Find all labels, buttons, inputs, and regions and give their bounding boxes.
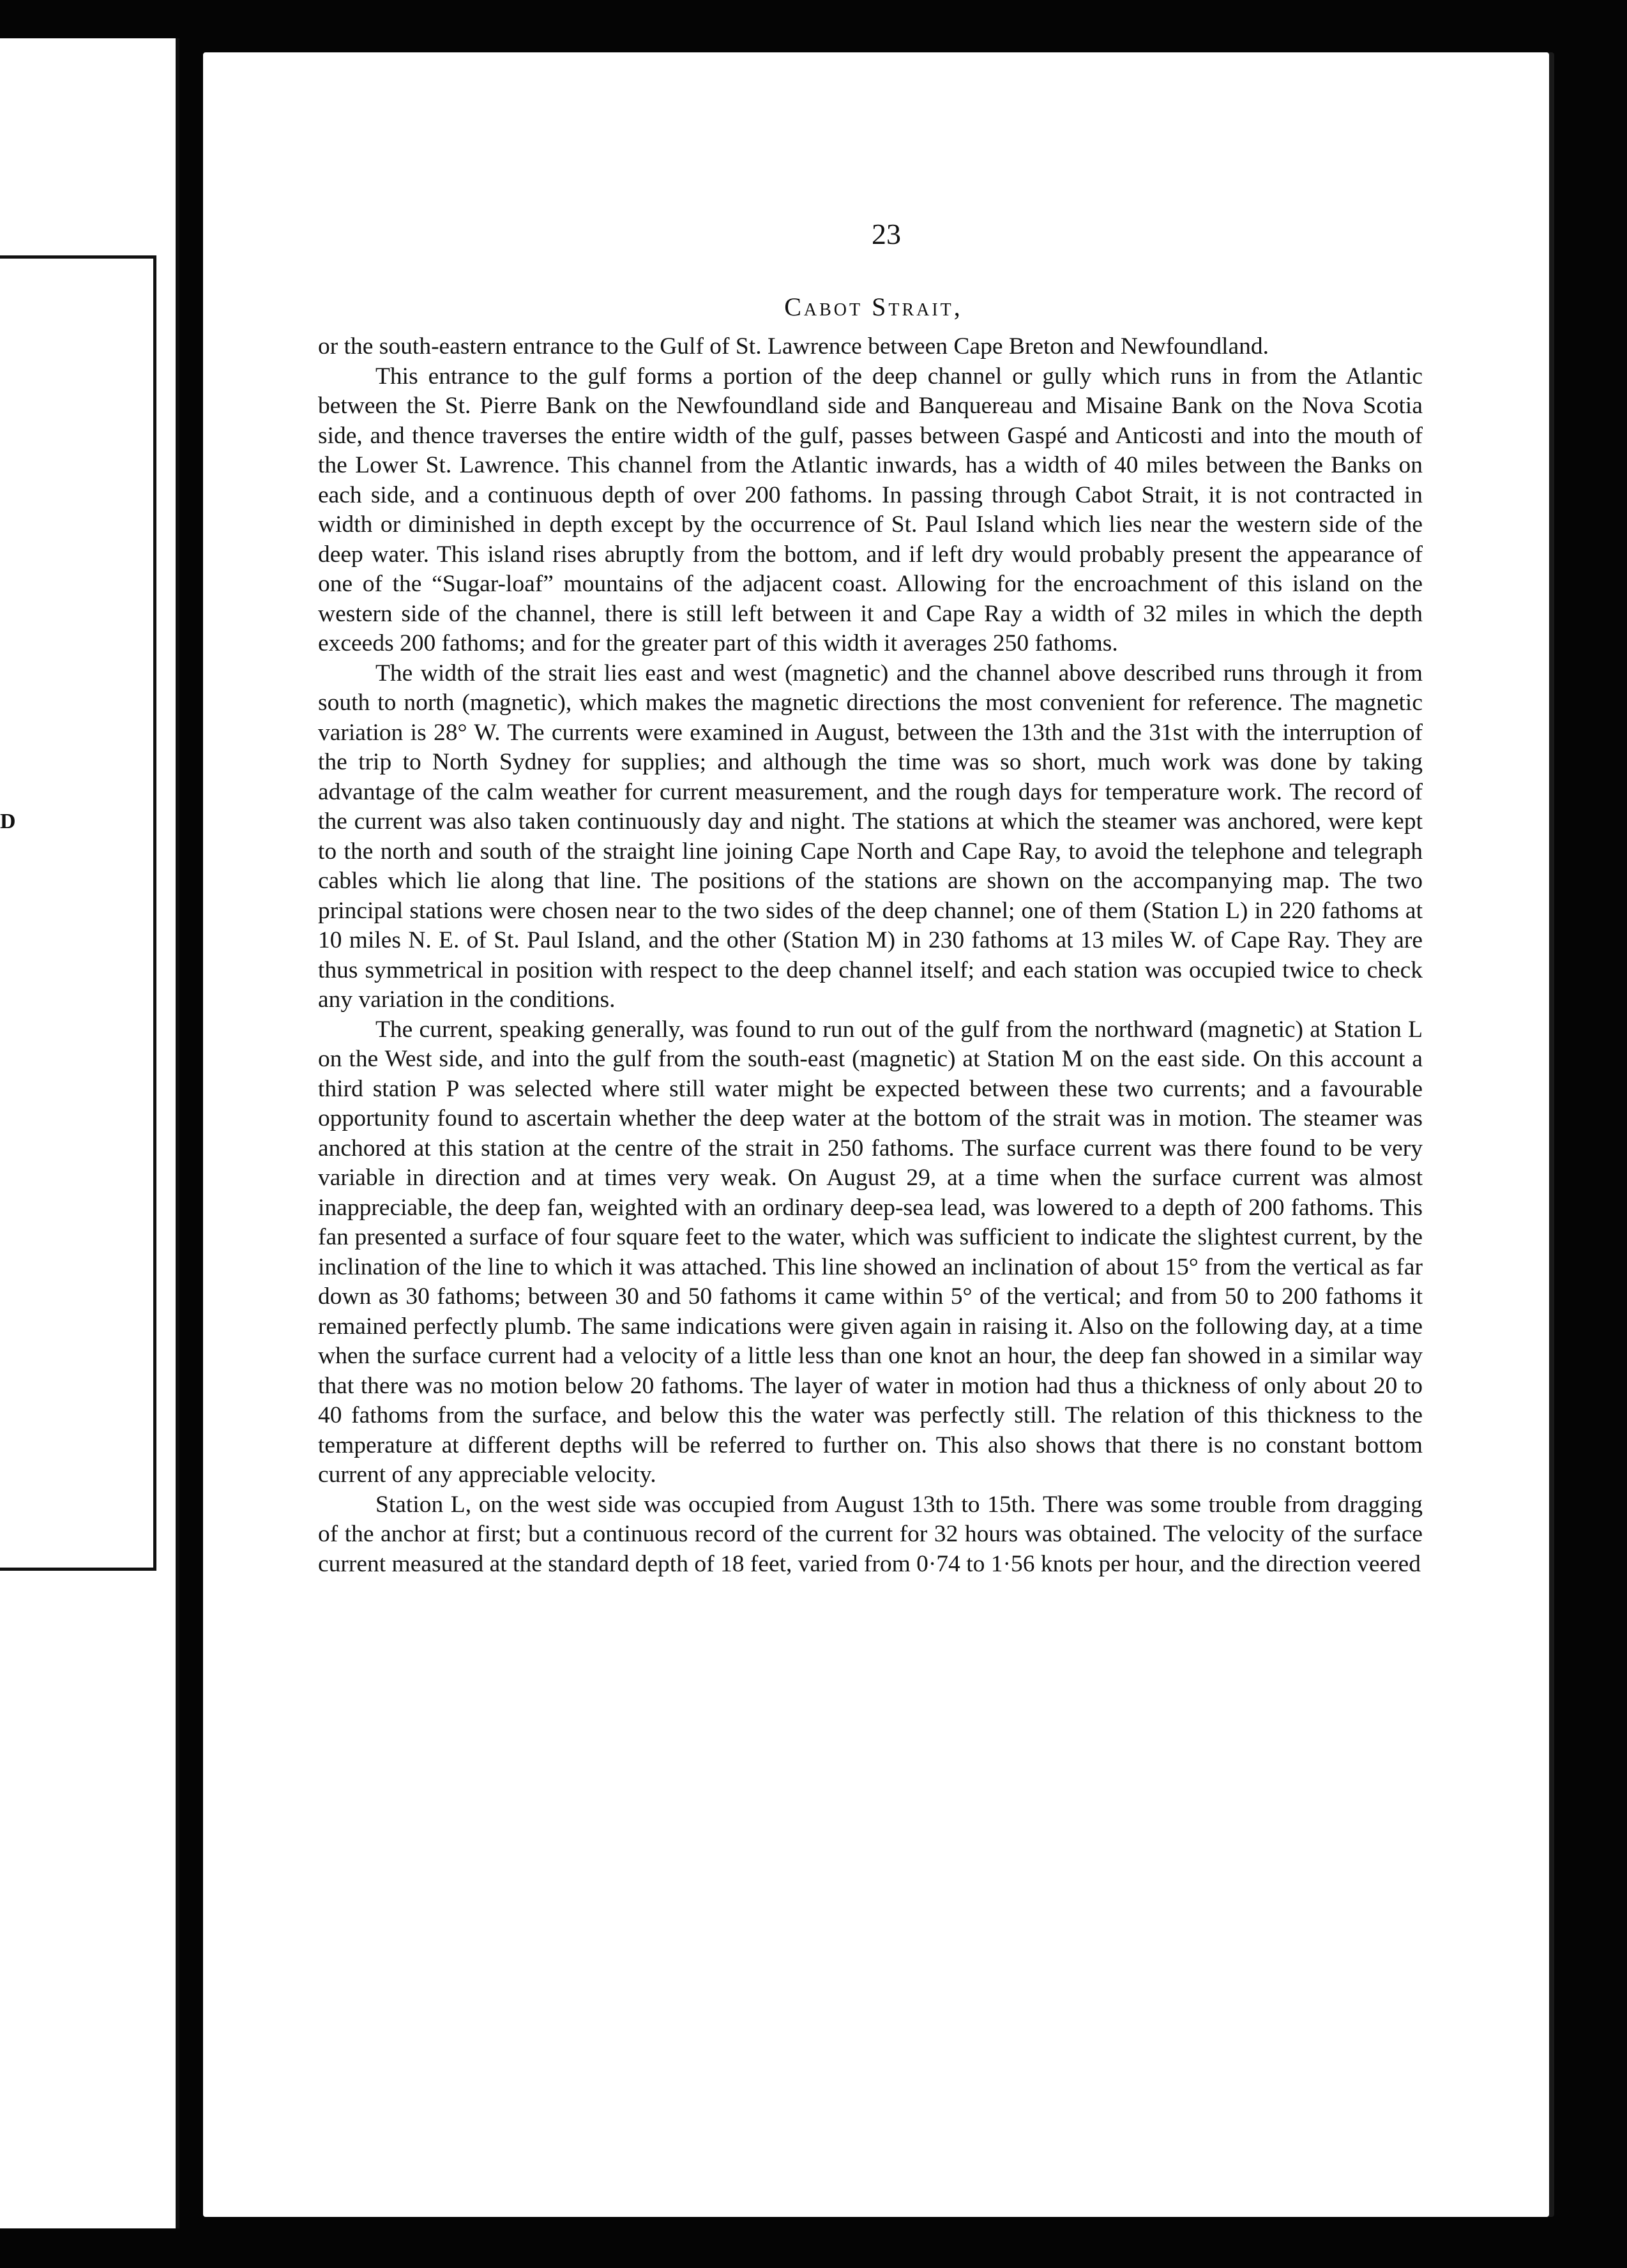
page-number: 23 (872, 218, 901, 250)
paragraph: This entrance to the gulf forms a portion of the deep channel or gully which runs in from the Atlantic between the St. Pierre Bank on the Newfoundland side and Banquereau and Misaine Bank on the Nova Scotia side, and thence traverses the entire width of the gulf, passes between Gaspé and Anticosti and into the mouth of the Lower St. Lawrence. This channel from the Atlantic inwards, has a width of 40 miles between the Banks on each side, and a continuous depth of over 200 fathoms. In passing through Cabot Strait, it is not contracted in width or diminished in depth except by the occurrence of St. Paul Island which lies near the western side of the deep water. This island rises abruptly from the bottom, and if left dry would probably present the appearance of one of the “Sugar-loaf” mountains of the adjacent coast. Allowing for the encroachment of this island on the western side of the channel, there is still left between it and Cape Ray a width of 32 miles in which the depth exceeds 200 fathoms; and for the greater part of this width it averages 250 fathoms. (318, 363, 1423, 656)
paragraph: The width of the strait lies east and west (magnetic) and the channel above described runs through it from south to north (magnetic), which makes the magnetic directions the most convenient for reference. The magnetic variation is 28° W. The currents were examined in August, between the 13th and the 31st with the interruption of the trip to North Sydney for supplies; and although the time was so short, much work was done by taking advantage of the calm weather for current measurement, and the rough days for temperature work. The record of the current was also taken continuously day and night. The stations at which the steamer was anchored, were kept to the north and south of the straight line joining Cape North and Cape Ray, to avoid the telephone and telegraph cables which lie along that line. The positions of the stations are shown on the accompanying map. The two principal stations were chosen near to the two sides of the deep channel; one of them (Station L) in 220 fathoms at 10 miles N. E. of St. Paul Island, and the other (Station M) in 230 fathoms at 13 miles W. of Cape Ray. They are thus symmetrical in position with respect to the deep channel itself; and each station was occupied twice to check any variation in the conditions. (318, 660, 1423, 1013)
document-page (203, 52, 1549, 2217)
facing-page-letter: D (0, 810, 16, 833)
body-text (318, 332, 1423, 1579)
paragraph: The current, speaking generally, was found to run out of the gulf from the northward (magnetic) at Station L on the West side, and into the gulf from the south-east (magnetic) at Station M on the east side. On this account a third station P was selected where still water might be expected between these two currents; and a favourable opportunity found to ascertain whether the deep water at the bottom of the strait was in motion. The steamer was anchored at this station at the centre of the strait in 250 fathoms. The surface current was there found to be very variable in direction and at times very weak. On August 29, at a time when the surface current was almost inappreciable, the deep fan, weighted with an ordinary deep-sea lead, was lowered to a depth of 200 fathoms. This fan presented a surface of four square feet to the water, which was sufficient to indicate the slightest current, by the inclination of the line to which it was attached. This line showed an inclination of about 15° from the vertical as far down as 30 fathoms; between 30 and 50 fathoms it came within 5° of the vertical; and from 50 to 200 fathoms it remained perfectly plumb. The same indications were given again in raising it. Also on the following day, at a time when the surface current had a velocity of a little less than one knot an hour, the deep fan showed in a similar way that there was no motion below 20 fathoms. The layer of water in motion had thus a thickness of only about 20 to 40 fathoms from the surface, and below this the water was perfectly still. The relation of this thickness to the temperature at different depths will be referred to further on. This also shows that there is no constant bottom current of any appreciable velocity. (318, 1016, 1423, 1488)
paragraph: Station L, on the west side was occupied from August 13th to 15th. There was some trouble from dragging of the anchor at first; but a continuous record of the current for 32 hours was obtained. The velocity of the surface current measured at the standard depth of 18 feet, varied from 0·74 to 1·56 knots per hour, and the direction veered (318, 1491, 1423, 1577)
section-heading: Cabot Strait, (784, 292, 963, 321)
facing-page-edge (0, 38, 179, 2228)
facing-page-frame (0, 255, 156, 1571)
paragraph-subtitle: or the south-eastern entrance to the Gulf of St. Lawrence between Cape Breton and Newfoundland. (318, 333, 1269, 359)
